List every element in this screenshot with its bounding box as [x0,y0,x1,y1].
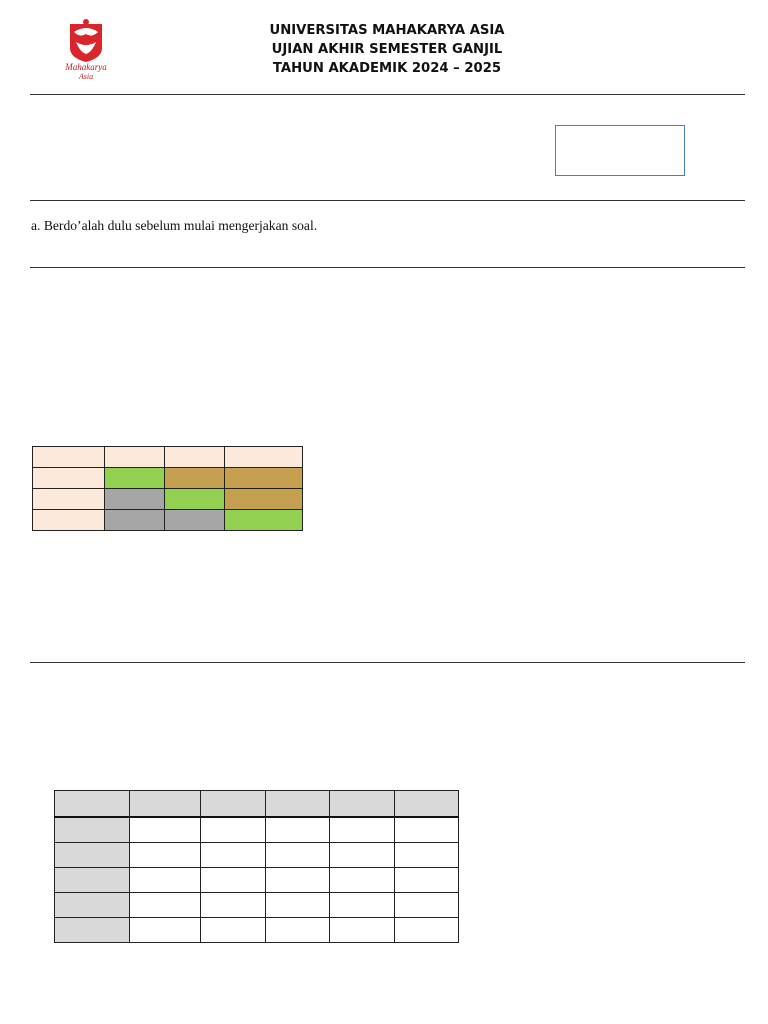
matrix-cell-gray [105,489,165,510]
grid-row [55,843,459,868]
grid-cell [266,893,330,918]
matrix-cell-brown [225,489,303,510]
grid-cell [130,893,201,918]
grid-cell [330,893,395,918]
grid-cell [266,843,330,868]
grid-row [55,868,459,893]
grid-row-header-cell [55,843,130,868]
matrix-cell-green [225,510,303,531]
divider-section-2 [30,662,745,663]
matrix-row [33,510,303,531]
header-university: UNIVERSITAS MAHAKARYA ASIA [269,23,505,38]
grid-row-header-cell [55,893,130,918]
grid-header-cell [330,791,395,818]
logo-text-line2: Asia [78,72,94,80]
header-academic-year: TAHUN AKADEMIK 2024 – 2025 [272,61,502,76]
score-box [555,125,685,176]
header-exam-name: UJIAN AKHIR SEMESTER GANJIL [271,42,503,57]
grid-row-header-cell [55,817,130,843]
grid-cell [266,817,330,843]
matrix-cell-gray [105,510,165,531]
matrix-cell-peach [105,447,165,468]
grid-cell [130,843,201,868]
grid-cell [330,843,395,868]
grid-row-header-cell [55,918,130,943]
divider-instructions-bottom [30,267,745,268]
grid-cell [201,868,266,893]
matrix-cell-green [105,468,165,489]
matrix-cell-peach [225,447,303,468]
colored-matrix-table [32,446,303,531]
matrix-cell-brown [225,468,303,489]
grid-header-cell [395,791,459,818]
grid-cell [130,817,201,843]
grid-cell [330,918,395,943]
grid-cell [395,868,459,893]
divider-top [30,94,745,95]
matrix-cell-peach [165,447,225,468]
divider-instructions-top [30,200,745,201]
grid-row [55,918,459,943]
matrix-cell-gray [165,510,225,531]
matrix-row [33,447,303,468]
grid-cell [395,918,459,943]
grid-header-cell [266,791,330,818]
exam-header [200,21,574,78]
grid-cell [330,817,395,843]
university-logo [56,18,116,80]
grid-cell [266,918,330,943]
grid-header-cell [55,791,130,818]
grid-cell [395,817,459,843]
matrix-cell-peach [33,468,105,489]
grid-row [55,893,459,918]
grid-header-cell [130,791,201,818]
matrix-row [33,468,303,489]
answer-grid-table [54,790,459,943]
matrix-cell-peach [33,489,105,510]
matrix-row [33,489,303,510]
matrix-cell-peach [33,447,105,468]
grid-header-cell [201,791,266,818]
grid-cell [130,918,201,943]
grid-cell [266,868,330,893]
grid-cell [201,843,266,868]
grid-row-header-cell [55,868,130,893]
logo-text-line1: Mahakarya [65,62,107,72]
matrix-cell-peach [33,510,105,531]
grid-cell [330,868,395,893]
grid-cell [395,893,459,918]
instruction-a: a. Berdo’alah dulu sebelum mulai mengerjakan soal. [31,218,318,233]
grid-cell [395,843,459,868]
grid-cell [201,893,266,918]
grid-header-row [55,791,459,818]
grid-cell [201,918,266,943]
matrix-cell-brown [165,468,225,489]
matrix-cell-green [165,489,225,510]
grid-cell [201,817,266,843]
grid-cell [130,868,201,893]
grid-row [55,817,459,843]
